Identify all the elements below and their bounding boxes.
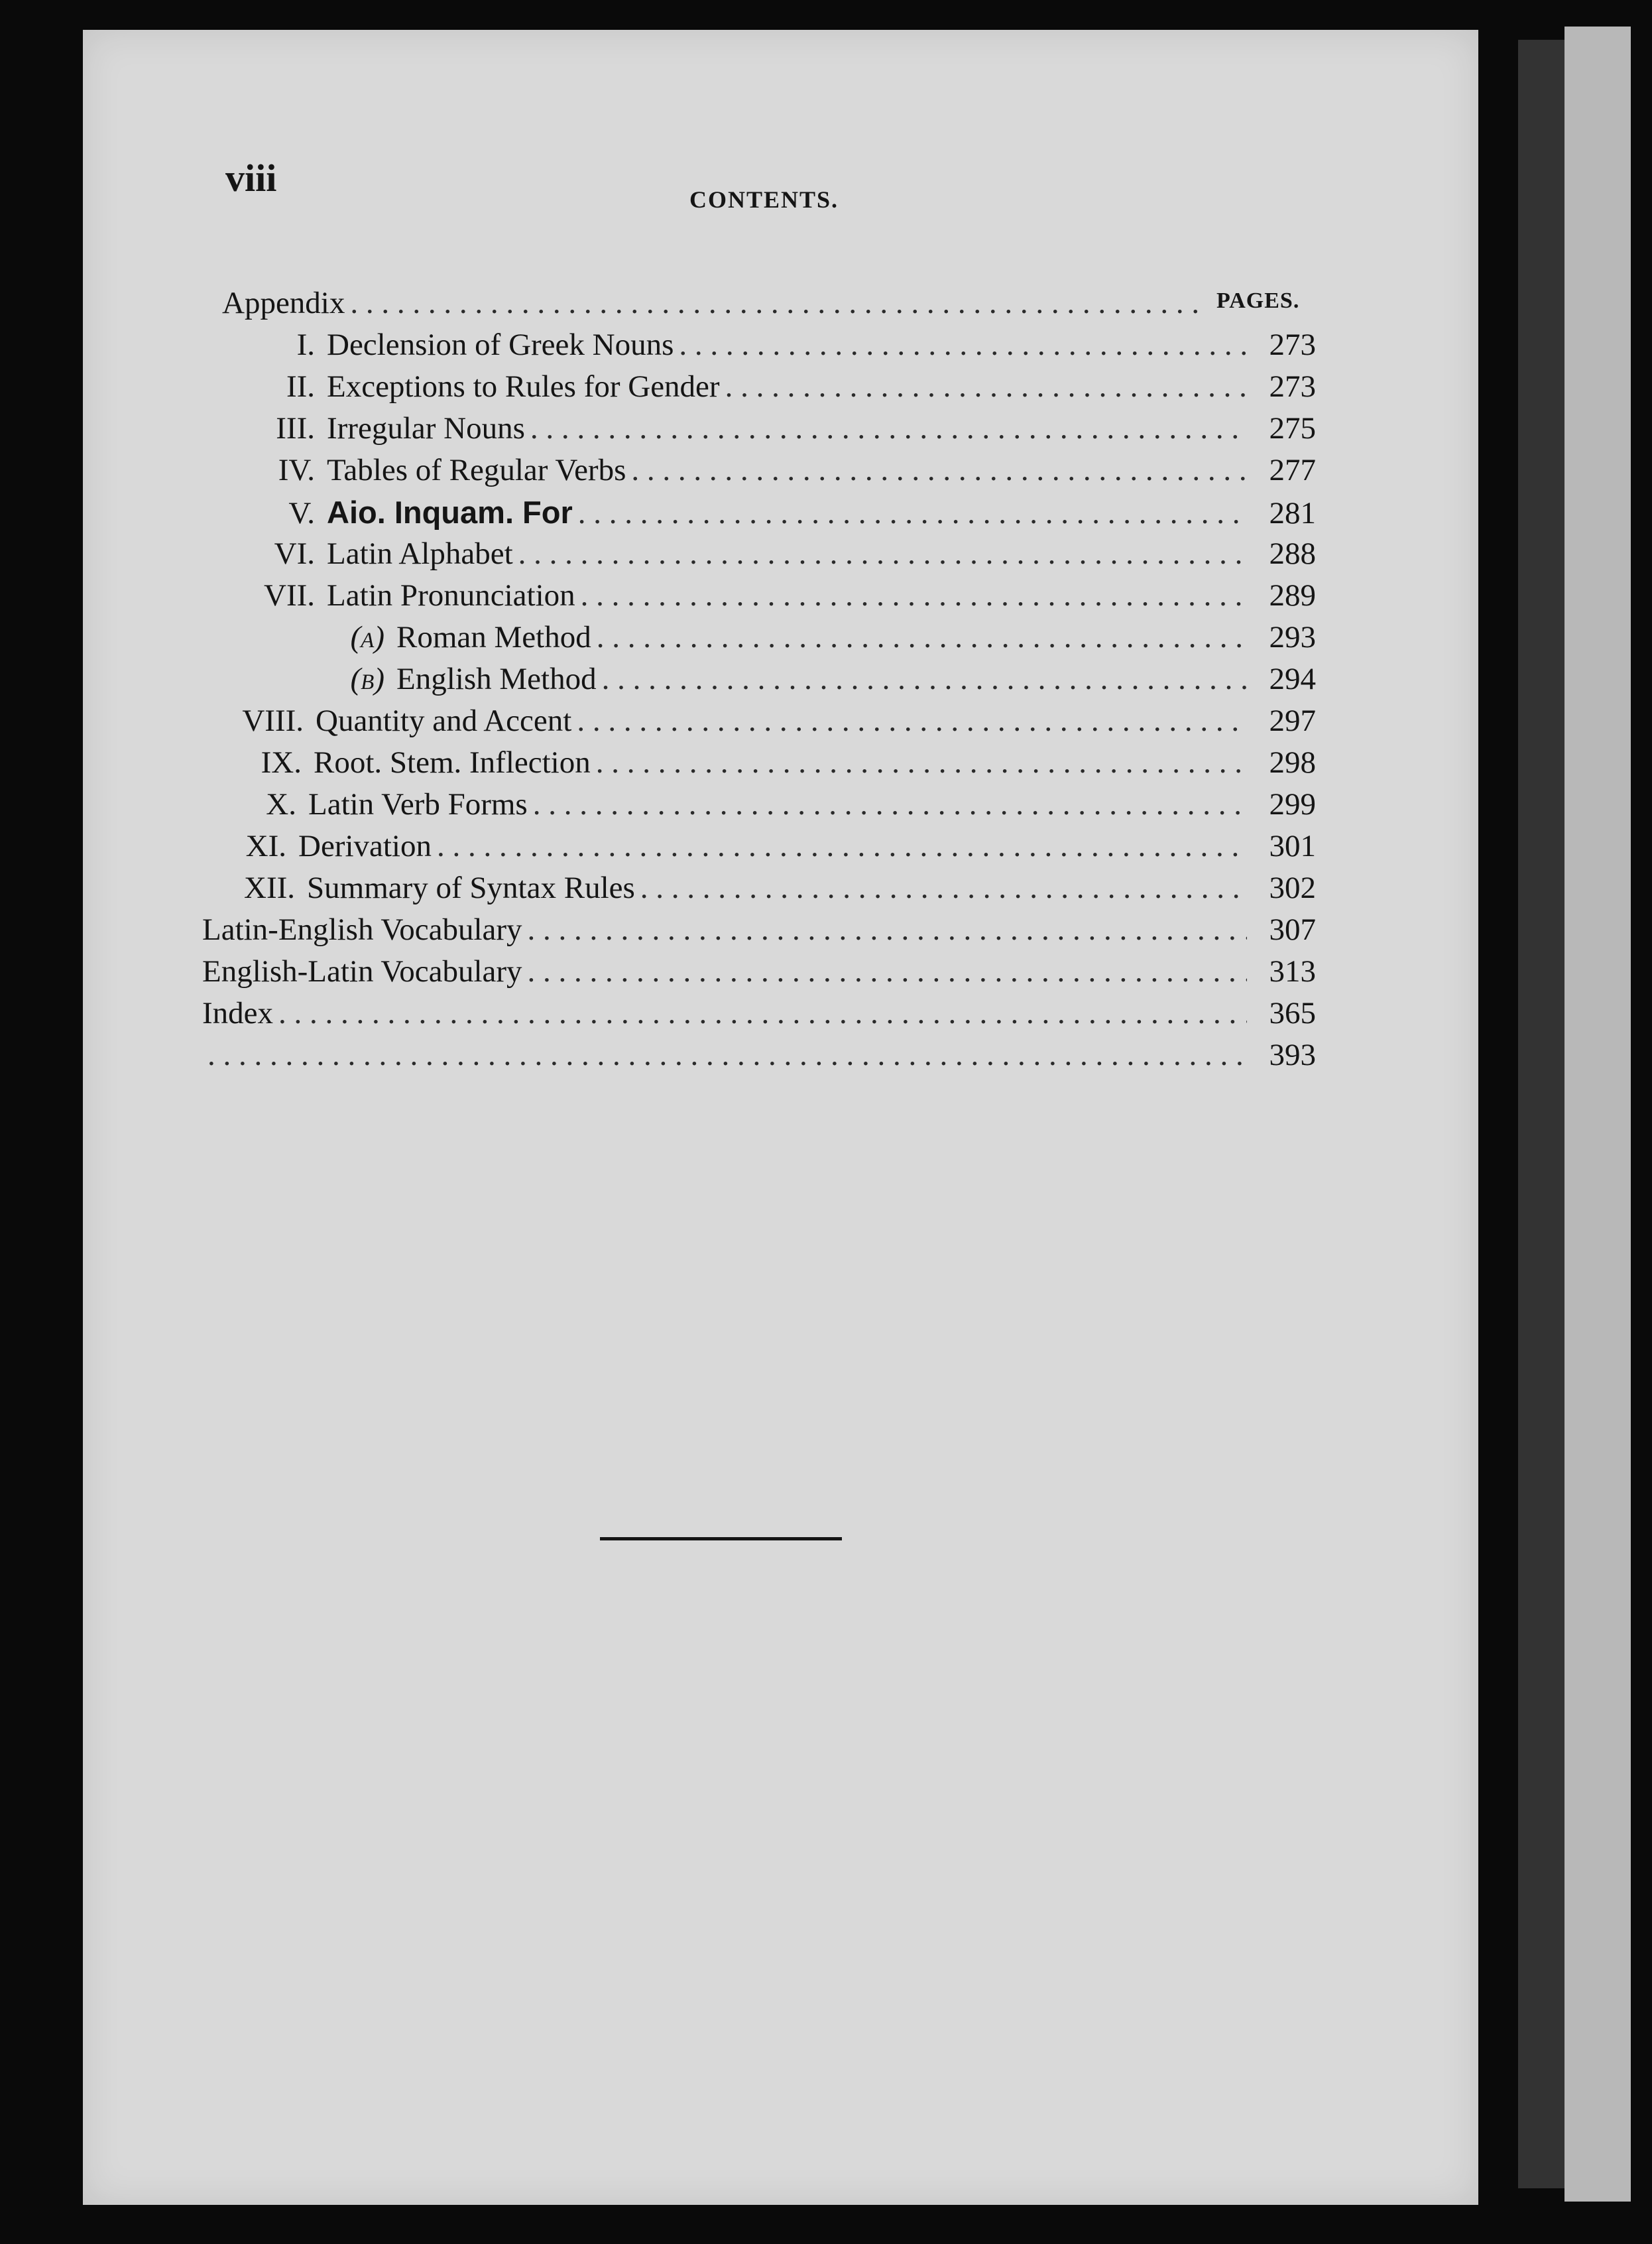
dot-leader <box>278 995 1247 1031</box>
toc-entry-number: VI. <box>274 536 315 571</box>
toc-entry <box>242 745 1316 786</box>
dot-leader <box>530 410 1247 446</box>
toc-entry-label: Summary of Syntax Rules <box>307 871 635 905</box>
toc-entry-page: 275 <box>1269 411 1316 446</box>
section-divider-rule <box>600 1537 842 1540</box>
toc-entry-label: English Method <box>396 662 597 696</box>
toc-entry-label: Latin Pronunciation <box>327 578 575 613</box>
page-number-folio: viii <box>225 156 277 200</box>
toc-entry-number: III. <box>276 411 315 446</box>
dot-leader <box>528 954 1247 989</box>
dot-leader <box>602 661 1247 697</box>
toc-entry-page: 281 <box>1269 496 1316 530</box>
dot-leader <box>581 578 1247 613</box>
toc-entry-label: Latin Alphabet <box>327 536 513 571</box>
toc-entry-label: Derivation <box>298 829 432 863</box>
toc-entry-label: Latin Verb Forms <box>308 787 528 822</box>
dot-leader <box>631 452 1247 488</box>
toc-entry <box>262 369 1316 410</box>
dot-leader <box>596 745 1247 780</box>
toc-entry-page: 273 <box>1269 369 1316 404</box>
toc-entry-label: Declension of Greek Nouns <box>327 328 674 362</box>
dot-leader <box>725 369 1247 405</box>
toc-entry-page: 393 <box>1269 1038 1316 1072</box>
dot-leader <box>679 327 1247 363</box>
toc-entry-page: 273 <box>1269 328 1316 362</box>
toc-entry <box>255 786 1316 828</box>
toc-entry-number: IX. <box>261 745 302 780</box>
dot-leader <box>518 536 1247 572</box>
toc-entry-number: XI. <box>245 829 286 863</box>
toc-entry <box>262 536 1316 577</box>
toc-entry-page: 293 <box>1269 620 1316 654</box>
toc-entry-page: 297 <box>1269 704 1316 738</box>
toc-entry <box>249 578 1316 619</box>
toc-entry <box>202 995 1316 1036</box>
toc-entry-page: 307 <box>1269 912 1316 947</box>
toc-entry-label: Tables of Regular Verbs <box>327 453 626 487</box>
dot-leader <box>578 495 1247 531</box>
dot-leader <box>207 1037 1247 1073</box>
toc-entry-number: (a) <box>350 620 384 654</box>
toc-entry-page: 365 <box>1269 996 1316 1030</box>
toc-entry-page: 313 <box>1269 954 1316 989</box>
toc-entry-number: VIII. <box>242 704 304 738</box>
toc-entry-label: Aio. Inquam. For <box>327 495 573 530</box>
toc-entry-number: VII. <box>264 578 315 613</box>
toc-entry-label: Exceptions to Rules for Gender <box>327 369 720 404</box>
dot-leader <box>350 285 1203 321</box>
toc-entry-number: IV. <box>278 453 315 487</box>
toc-entry-page: 294 <box>1269 662 1316 696</box>
toc-entry-number: V. <box>288 496 315 530</box>
toc-entry-page: 299 <box>1269 787 1316 822</box>
toc-entry-number: II. <box>286 369 315 404</box>
pages-column-heading: PAGES. <box>1216 288 1300 313</box>
running-head-title: CONTENTS. <box>689 186 839 213</box>
toc-entry-number: X. <box>266 787 296 822</box>
toc-entry <box>262 410 1316 452</box>
toc-entry-page: 277 <box>1269 453 1316 487</box>
toc-entry-label: Quantity and Accent <box>316 704 572 738</box>
dot-leader <box>597 619 1247 655</box>
dot-leader <box>437 828 1247 864</box>
toc-entry <box>262 494 1316 535</box>
toc-entry <box>262 327 1316 368</box>
toc-entry-number: I. <box>296 328 315 362</box>
toc-entry-page: 288 <box>1269 536 1316 571</box>
toc-entry-page: 301 <box>1269 829 1316 863</box>
toc-entry-page: 298 <box>1269 745 1316 780</box>
dot-leader <box>528 912 1247 948</box>
toc-entry-label: Latin-English Vocabulary <box>202 912 522 947</box>
toc-entry <box>225 703 1316 744</box>
toc-entry <box>345 619 1316 660</box>
toc-entry-number: (b) <box>350 662 384 696</box>
toc-entry-label: Roman Method <box>396 620 591 654</box>
dot-leader <box>577 703 1247 739</box>
toc-entry-number: XII. <box>244 871 295 905</box>
toc-entry <box>202 912 1316 953</box>
toc-entry <box>262 452 1316 493</box>
dot-leader <box>533 786 1247 822</box>
toc-entry <box>229 870 1316 911</box>
toc-entry-label: English-Latin Vocabulary <box>202 954 522 989</box>
toc-entry <box>202 954 1316 995</box>
toc-entry-label: Irregular Nouns <box>327 411 525 446</box>
toc-entry-label: Appendix <box>222 286 345 320</box>
toc-entry-page: 289 <box>1269 578 1316 613</box>
toc-entry-page: 302 <box>1269 871 1316 905</box>
toc-entry <box>202 1037 1316 1078</box>
dot-leader <box>640 870 1247 906</box>
toc-entry <box>232 828 1316 869</box>
toc-entry <box>345 661 1316 702</box>
toc-entry <box>222 285 1203 326</box>
toc-entry-label: Root. Stem. Inflection <box>314 745 591 780</box>
toc-entry-label: Index <box>202 996 274 1030</box>
